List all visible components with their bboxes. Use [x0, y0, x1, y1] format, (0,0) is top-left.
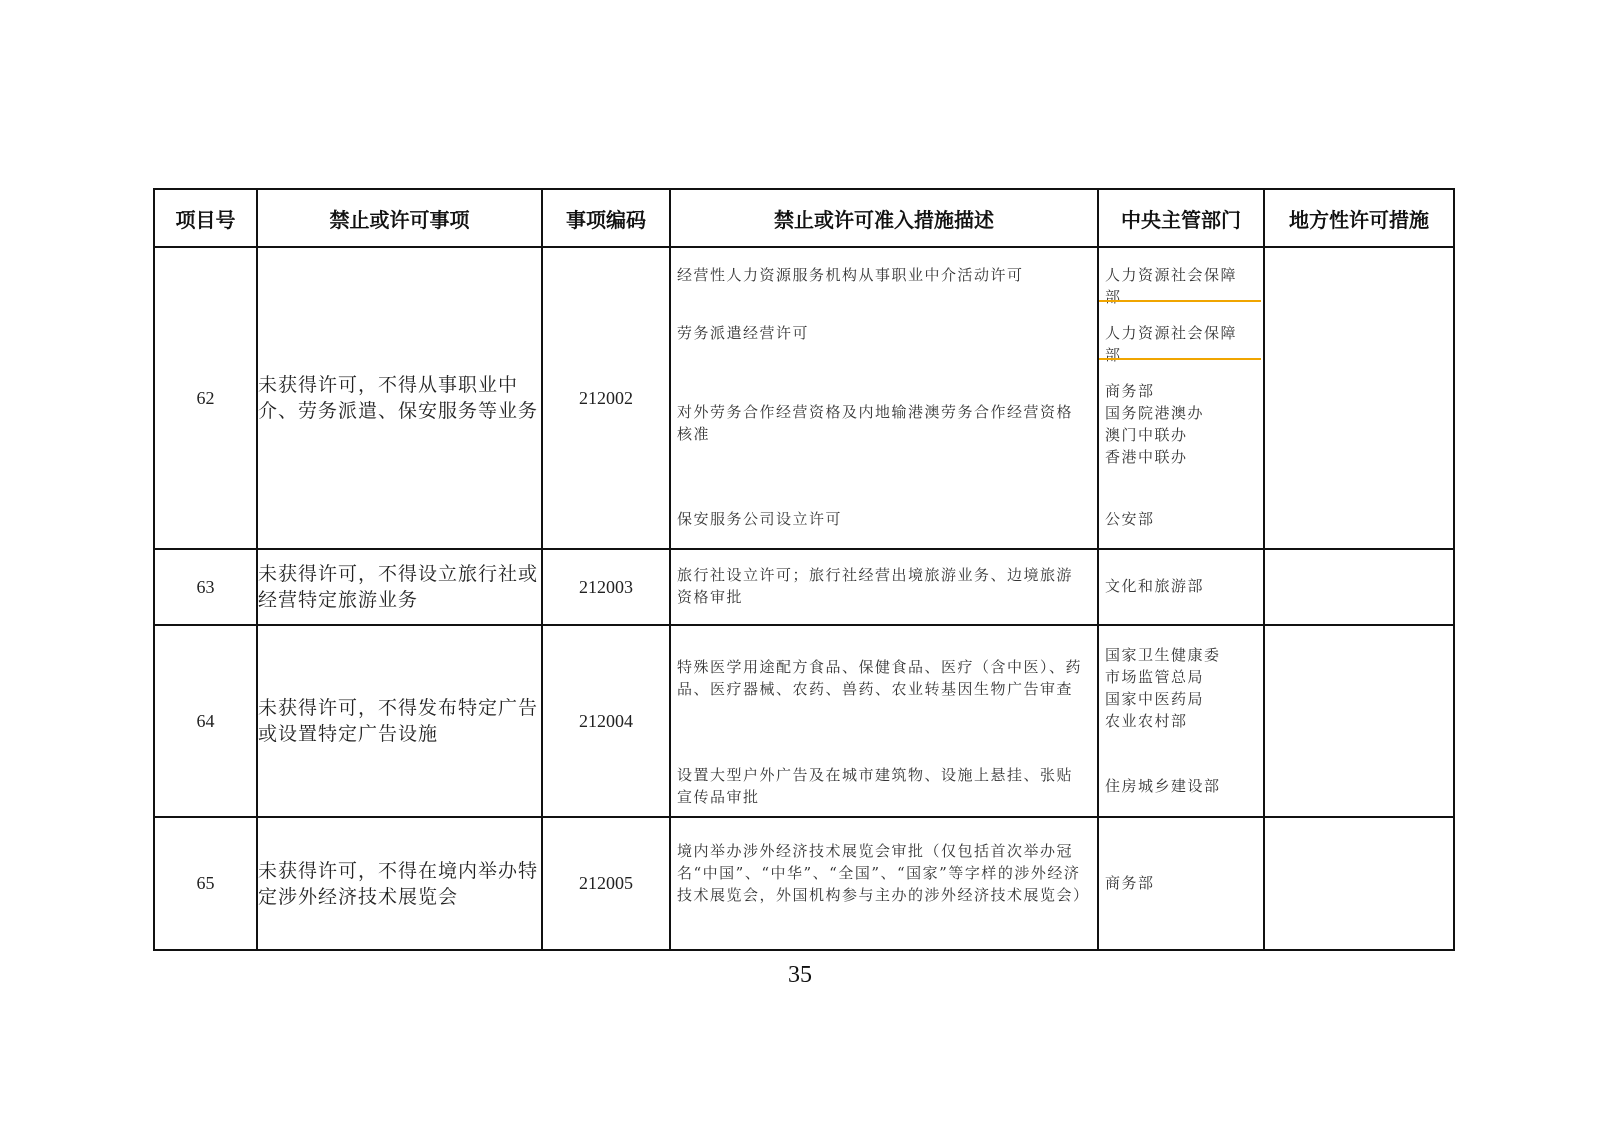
department-text: 人力资源社会保障部: [1105, 324, 1238, 364]
local-measures-cell: [1264, 549, 1454, 625]
header-measure-description: 禁止或许可准入措施描述: [670, 189, 1098, 247]
measure-text: 境内举办涉外经济技术展览会审批（仅包括首次举办冠名“中国”、“中华”、“全国”、“国家”等字样的涉外经济技术展览会，外国机构参与主办的涉外经济技术展览会）: [677, 842, 1090, 904]
measure-description-cell: [670, 817, 1098, 950]
department-text: 商务部: [1105, 874, 1155, 892]
item-number: 65: [154, 817, 257, 950]
highlight-rule: [1099, 358, 1261, 360]
header-item-number: 项目号: [154, 189, 257, 247]
item-code: 212005: [542, 817, 670, 950]
table-row: [154, 817, 1454, 950]
table-header-row: [154, 189, 1454, 247]
item-matter: 未获得许可，不得在境内举办特定涉外经济技术展览会: [257, 817, 542, 950]
table-row: [154, 625, 1454, 817]
measure-text: 保安服务公司设立许可: [677, 510, 843, 528]
header-matter: 禁止或许可事项: [257, 189, 542, 247]
item-number: 62: [154, 247, 257, 549]
central-department-cell: [1098, 625, 1264, 817]
item-code: 212002: [542, 247, 670, 549]
item-code: 212003: [542, 549, 670, 625]
department-text: 住房城乡建设部: [1105, 777, 1221, 795]
central-department-cell: [1098, 247, 1264, 549]
local-measures-cell: [1264, 625, 1454, 817]
permit-table: [153, 188, 1455, 951]
measure-text: 特殊医学用途配方食品、保健食品、医疗（含中医）、药品、医疗器械、农药、兽药、农业转基因生物广告审查: [677, 658, 1083, 698]
item-number: 63: [154, 549, 257, 625]
measure-description-cell: [670, 247, 1098, 549]
measure-text: 旅行社设立许可；旅行社经营出境旅游业务、边境旅游资格审批: [677, 566, 1074, 606]
measure-text: 设置大型户外广告及在城市建筑物、设施上悬挂、张贴宣传品审批: [677, 766, 1074, 806]
item-code: 212004: [542, 625, 670, 817]
header-central-department: 中央主管部门: [1098, 189, 1264, 247]
measure-text: 劳务派遣经营许可: [677, 324, 810, 342]
department-text: 商务部 国务院港澳办 澳门中联办 香港中联办: [1105, 382, 1205, 466]
measure-text: 对外劳务合作经营资格及内地输港澳劳务合作经营资格核准: [677, 403, 1074, 443]
header-local-measures: 地方性许可措施: [1264, 189, 1454, 247]
central-department-cell: [1098, 549, 1264, 625]
item-matter: 未获得许可，不得设立旅行社或经营特定旅游业务: [257, 549, 542, 625]
department-text: 文化和旅游部: [1105, 577, 1205, 595]
department-text: 国家卫生健康委 市场监管总局 国家中医药局 农业农村部: [1105, 646, 1221, 730]
table-row: [154, 247, 1454, 549]
local-measures-cell: [1264, 247, 1454, 549]
measure-description-cell: [670, 625, 1098, 817]
central-department-cell: [1098, 817, 1264, 950]
department-text: 人力资源社会保障部: [1105, 266, 1238, 306]
highlight-rule: [1099, 300, 1261, 302]
measure-description-cell: [670, 549, 1098, 625]
item-matter: 未获得许可，不得发布特定广告或设置特定广告设施: [257, 625, 542, 817]
department-text: 公安部: [1105, 510, 1155, 528]
item-number: 64: [154, 625, 257, 817]
header-code: 事项编码: [542, 189, 670, 247]
table-row: [154, 549, 1454, 625]
page-number: 35: [788, 962, 812, 988]
local-measures-cell: [1264, 817, 1454, 950]
item-matter: 未获得许可，不得从事职业中介、劳务派遣、保安服务等业务: [257, 247, 542, 549]
measure-text: 经营性人力资源服务机构从事职业中介活动许可: [677, 266, 1024, 284]
